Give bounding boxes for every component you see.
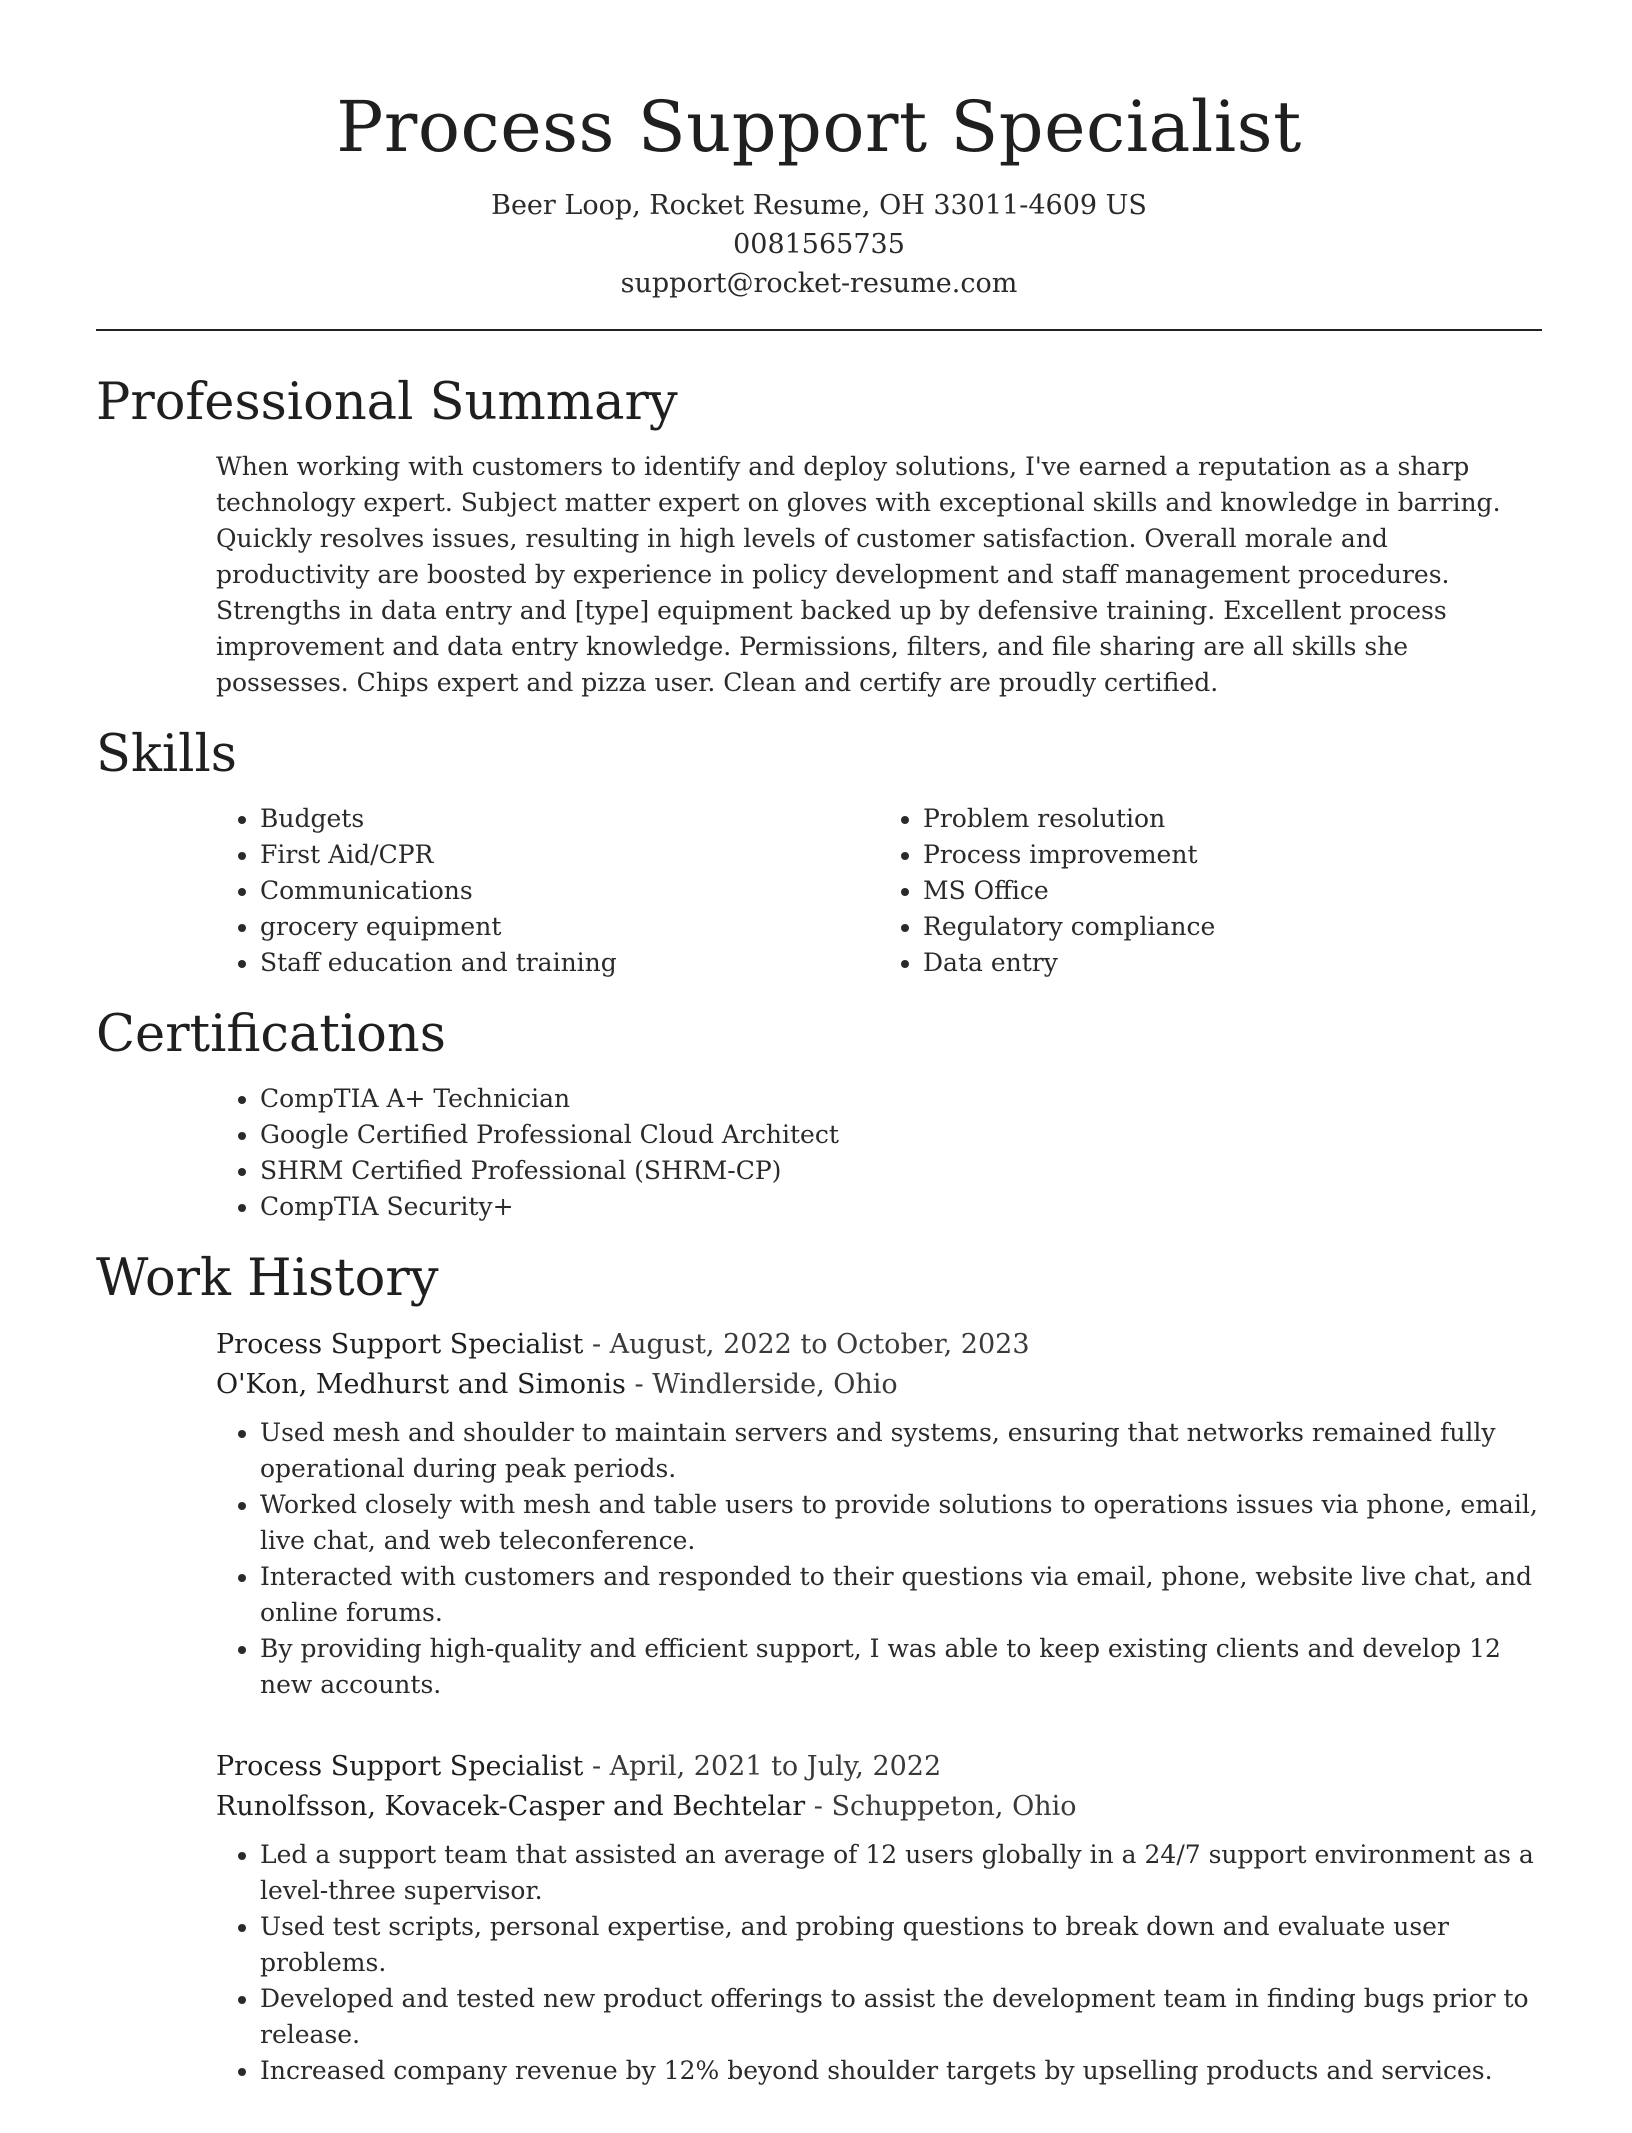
job-location: - Schuppeton, Ohio — [805, 1791, 1077, 1822]
certification-item: • Google Certified Professional Cloud Architect — [260, 1117, 1542, 1153]
job-bullet: • Used test scripts, personal expertise, and probing questions to break down and evaluate user problems. — [260, 1909, 1542, 1981]
certifications-title: Certifications — [96, 1005, 446, 1064]
candidate-name: Process Support Specialist — [336, 86, 1302, 168]
skill-item: • Staff education and training — [260, 945, 879, 981]
job-company-line — [216, 1787, 1542, 1827]
resume-header — [96, 0, 1542, 303]
job-bullet: • Led a support team that assisted an average of 12 users globally in a 24/7 support environment as a level-three supervisor. — [260, 1837, 1542, 1909]
summary-title: Professional Summary — [96, 373, 678, 432]
phone: 0081565735 — [733, 229, 905, 260]
summary-section — [96, 371, 1542, 701]
skill-item: • Process improvement — [923, 837, 1542, 873]
job-company: O'Kon, Medhurst and Simonis — [216, 1369, 626, 1400]
skill-item: • Budgets — [260, 801, 879, 837]
skills-list-left — [216, 801, 879, 981]
summary-text: When working with customers to identify and deploy solutions, I've earned a reputation as a sharp technology expert. Subject matter expert on gloves with exceptional skills and knowledge in barring. Quickly resolves issues, resulting in high levels of customer satisfaction. Overall morale and productivity are boosted by experience in policy development and staff management procedures. Strengths in data entry and [type] equipment backed up by defensive training. Excellent process improvement and data entry knowledge. Permissions, filters, and file sharing are all skills she possesses. Chips expert and pizza user. Clean and certify are proudly certified. — [216, 452, 1501, 697]
skills-grid — [216, 801, 1542, 981]
job-title: Process Support Specialist — [216, 1751, 584, 1782]
job-title-line — [216, 1325, 1542, 1365]
contact-block — [96, 186, 1542, 303]
job-location: - Windlerside, Ohio — [625, 1369, 898, 1400]
skill-item: • Data entry — [923, 945, 1542, 981]
certification-item: • SHRM Certified Professional (SHRM-CP) — [260, 1153, 1542, 1189]
skill-item: • Regulatory compliance — [923, 909, 1542, 945]
job-bullets — [216, 1837, 1542, 2089]
job-entry — [216, 1325, 1542, 1703]
skills-section — [96, 723, 1542, 981]
job-bullet: • By providing high-quality and efficient support, I was able to keep existing clients and develop 12 new accounts. — [260, 1631, 1542, 1703]
job-dates: - August, 2022 to October, 2023 — [583, 1329, 1030, 1360]
header-divider — [96, 329, 1542, 331]
job-bullets — [216, 1415, 1542, 1703]
job-dates: - April, 2021 to July, 2022 — [583, 1751, 942, 1782]
job-bullet: • Used mesh and shoulder to maintain servers and systems, ensuring that networks remained fully operational during peak periods. — [260, 1415, 1542, 1487]
skills-list-right — [879, 801, 1542, 981]
skill-item: • grocery equipment — [260, 909, 879, 945]
certifications-section — [96, 1003, 1542, 1225]
job-bullet: • Worked closely with mesh and table users to provide solutions to operations issues via phone, email, live chat, and web teleconference. — [260, 1487, 1542, 1559]
email: support@rocket-resume.com — [620, 268, 1018, 299]
certification-item: • CompTIA Security+ — [260, 1189, 1542, 1225]
job-bullet: • Developed and tested new product offerings to assist the development team in finding bugs prior to release. — [260, 1981, 1542, 2053]
skills-title: Skills — [96, 725, 237, 784]
job-title: Process Support Specialist — [216, 1329, 584, 1360]
skill-item: • Communications — [260, 873, 879, 909]
work-history-title: Work History — [96, 1249, 439, 1308]
job-title-line — [216, 1747, 1542, 1787]
job-entry — [216, 1747, 1542, 2089]
certifications-list — [216, 1081, 1542, 1225]
job-company: Runolfsson, Kovacek-Casper and Bechtelar — [216, 1791, 806, 1822]
skill-item: • MS Office — [923, 873, 1542, 909]
job-bullet: • Increased company revenue by 12% beyond shoulder targets by upselling products and services. — [260, 2053, 1542, 2089]
address: Beer Loop, Rocket Resume, OH 33011-4609 US — [491, 190, 1147, 221]
resume-page — [96, 0, 1542, 2133]
skill-item: • Problem resolution — [923, 801, 1542, 837]
job-company-line — [216, 1365, 1542, 1405]
skill-item: • First Aid/CPR — [260, 837, 879, 873]
work-history-section — [96, 1247, 1542, 2089]
certification-item: • CompTIA A+ Technician — [260, 1081, 1542, 1117]
job-bullet: • Interacted with customers and responded to their questions via email, phone, website live chat, and online forums. — [260, 1559, 1542, 1631]
